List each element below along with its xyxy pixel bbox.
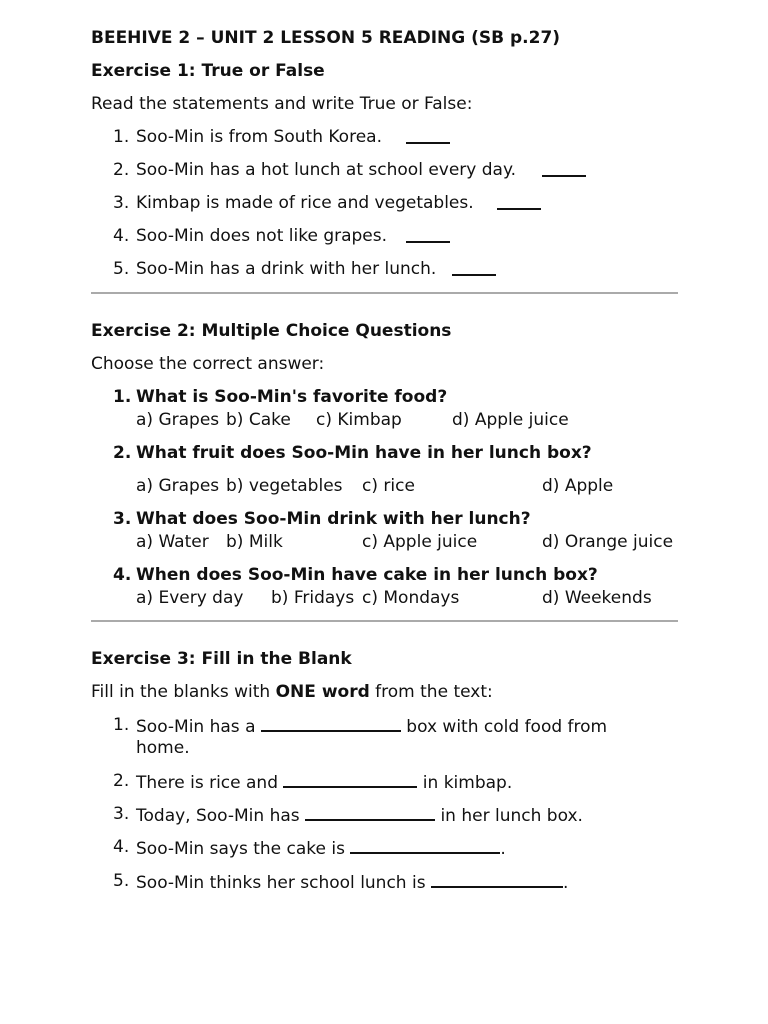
mcq-question: What fruit does Soo-Min have in her lunch box? (136, 443, 592, 463)
mcq-option-d[interactable]: d) Apple juice (452, 410, 569, 430)
ex1-answer-blank[interactable] (406, 226, 450, 248)
ex1-item-number: 1. (113, 127, 130, 147)
mcq-number: 4. (113, 565, 132, 585)
ex1-item-text: Soo-Min has a hot lunch at school every day. (136, 160, 517, 180)
mcq-option-c[interactable]: c) rice (362, 476, 415, 496)
exercise1-title: Exercise 1: True or False (91, 61, 325, 81)
ex3-text-before: Today, Soo-Min has (136, 806, 306, 826)
mcq-option-a[interactable]: a) Grapes (136, 410, 220, 430)
mcq-question: What is Soo-Min's favorite food? (136, 387, 448, 407)
mcq-option-d[interactable]: d) Apple (542, 476, 614, 496)
page-title: BEEHIVE 2 – UNIT 2 LESSON 5 READING (SB p.27) (91, 28, 561, 48)
exercise3-title: Exercise 3: Fill in the Blank (91, 649, 352, 669)
mcq-option-a[interactable]: a) Water (136, 532, 209, 552)
mcq-question: What does Soo-Min drink with her lunch? (136, 509, 531, 529)
instruction-text: from the text: (369, 682, 493, 702)
ex3-text-after: . (500, 839, 506, 859)
ex3-item-text (136, 871, 568, 893)
mcq-option-a[interactable]: a) Every day (136, 588, 244, 608)
ex3-item-number: 1. (113, 715, 130, 735)
mcq-number: 2. (113, 443, 132, 463)
mcq-option-b[interactable]: b) Cake (226, 410, 291, 430)
ex3-item-number: 2. (113, 771, 130, 791)
ex1-answer-blank[interactable] (452, 259, 496, 281)
ex3-item-number: 4. (113, 837, 130, 857)
ex1-item-number: 4. (113, 226, 130, 246)
mcq-number: 3. (113, 509, 132, 529)
instruction-text: Fill in the blanks with (91, 682, 276, 702)
exercise1-instruction: Read the statements and write True or False: (91, 94, 473, 114)
fill-blank[interactable] (305, 804, 435, 821)
mcq-option-d[interactable]: d) Weekends (542, 588, 652, 608)
ex3-text-after: box with cold food from (400, 717, 608, 737)
ex1-item-number: 3. (113, 193, 130, 213)
mcq-option-b[interactable]: b) Fridays (271, 588, 355, 608)
ex3-item-text (136, 771, 512, 793)
fill-blank[interactable] (350, 837, 500, 854)
ex1-item-text: Soo-Min has a drink with her lunch. (136, 259, 437, 279)
fill-blank[interactable] (283, 771, 417, 788)
mcq-option-b[interactable]: b) Milk (226, 532, 283, 552)
ex1-item-text: Soo-Min is from South Korea. (136, 127, 382, 147)
instruction-emphasis: ONE word (275, 682, 370, 702)
ex3-item-number: 5. (113, 871, 130, 891)
ex3-text-after: in her lunch box. (435, 806, 583, 826)
exercise3-instruction (91, 682, 493, 702)
ex3-text-before: Soo-Min says the cake is (136, 839, 351, 859)
ex1-item-number: 5. (113, 259, 130, 279)
ex3-item-number: 3. (113, 804, 130, 824)
mcq-option-b[interactable]: b) vegetables (226, 476, 343, 496)
section-divider (91, 620, 678, 622)
section-divider (91, 292, 678, 294)
ex3-text-before: There is rice and (136, 773, 284, 793)
ex3-text-after: . (562, 873, 569, 893)
ex1-item-text: Soo-Min does not like grapes. (136, 226, 388, 246)
ex3-text-continuation: home. (136, 738, 190, 758)
exercise2-title: Exercise 2: Multiple Choice Questions (91, 321, 452, 341)
mcq-option-c[interactable]: c) Apple juice (362, 532, 478, 552)
mcq-question: When does Soo-Min have cake in her lunch box? (136, 565, 598, 585)
fill-blank[interactable] (431, 871, 563, 888)
mcq-option-c[interactable]: c) Mondays (362, 588, 460, 608)
ex3-text-before: Soo-Min thinks her school lunch is (136, 873, 431, 893)
ex3-text-after: in kimbap. (417, 773, 513, 793)
exercise2-instruction: Choose the correct answer: (91, 354, 325, 374)
ex1-item-text: Kimbap is made of rice and vegetables. (136, 193, 474, 213)
ex3-text-before: Soo-Min has a (136, 717, 261, 737)
ex3-item-text (136, 837, 506, 859)
ex3-item-text (136, 804, 583, 826)
ex1-answer-blank[interactable] (497, 193, 541, 215)
fill-blank[interactable] (261, 715, 401, 732)
ex1-answer-blank[interactable] (542, 160, 586, 182)
mcq-option-c[interactable]: c) Kimbap (316, 410, 402, 430)
mcq-option-a[interactable]: a) Grapes (136, 476, 220, 496)
ex1-answer-blank[interactable] (406, 127, 450, 149)
ex3-item-text (136, 715, 607, 737)
ex1-item-number: 2. (113, 160, 130, 180)
mcq-option-d[interactable]: d) Orange juice (542, 532, 674, 552)
mcq-number: 1. (113, 387, 132, 407)
